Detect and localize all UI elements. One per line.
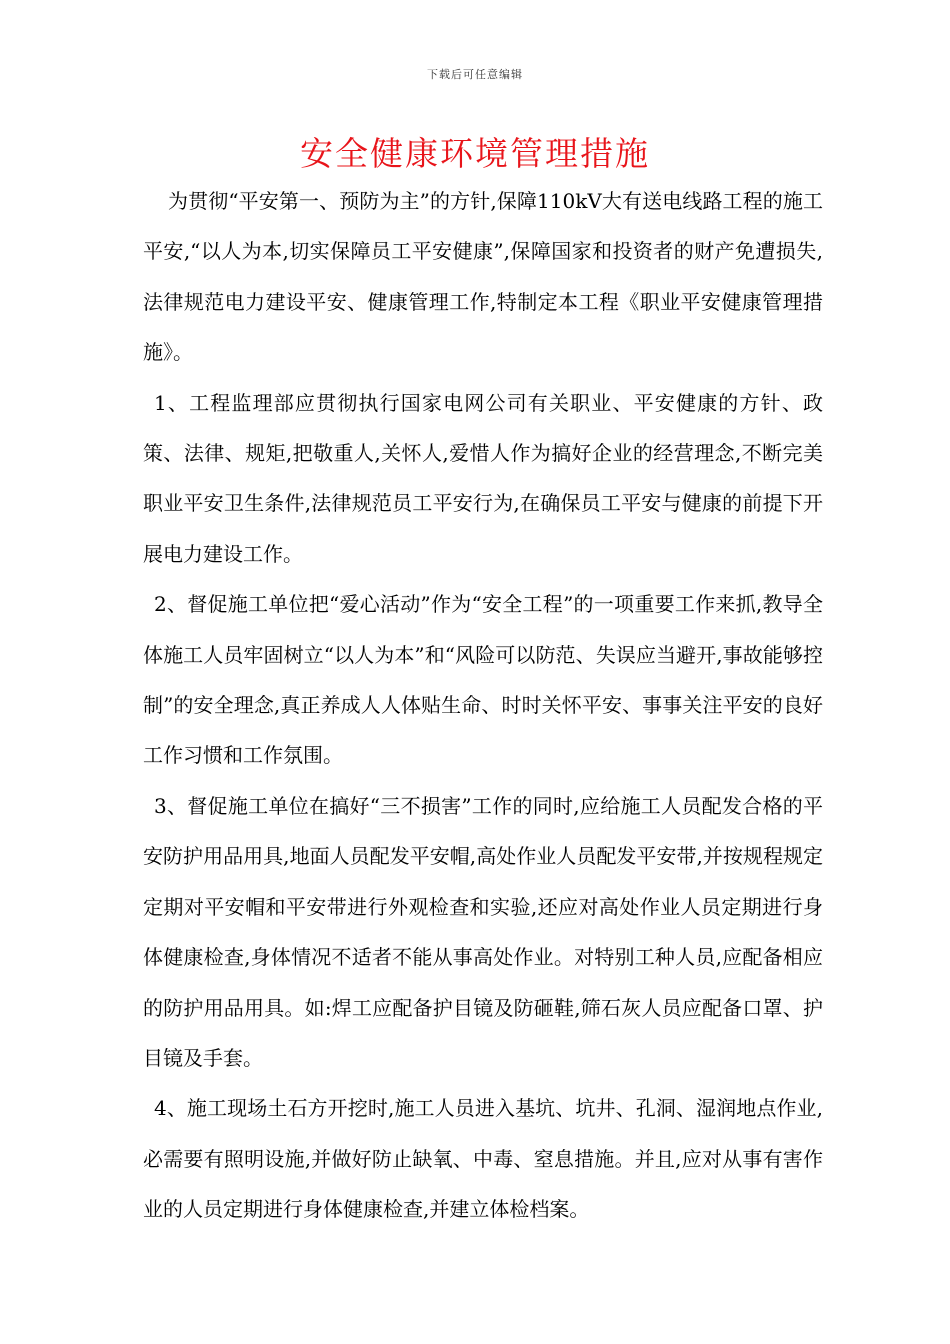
list-item: 1、工程监理部应贯彻执行国家电网公司有关职业、平安健康的方针、政策、法律、规矩,把敬重人,关怀人,爱惜人作为搞好企业的经营理念,不断完美职业平安卫生条件,法律规范员工平安行为,在确保员工平安与健康的前提下开展电力建设工作。 <box>143 390 823 566</box>
header-note: 下载后可任意编辑 <box>427 68 523 81</box>
list-item: 3、督促施工单位在搞好“三不损害”工作的同时,应给施工人员配发合格的平安防护用品用具,地面人员配发平安帽,高处作业人员配发平安带,并按规程规定定期对平安帽和平安带进行外观检查和实验,还应对高处作业人员定期进行身体健康检查,身体情况不适者不能从事高处作业。对特别工种人员,应配备相应的防护用品用具。如:焊工应配备护目镜及防砸鞋,筛石灰人员应配备口罩、护目镜及手套。 <box>143 793 823 1070</box>
list-item: 4、施工现场土石方开挖时,施工人员进入基坑、坑井、孔洞、湿润地点作业,必需要有照明设施,并做好防止缺氧、中毒、窒息措施。并且,应对从事有害作业的人员定期进行身体健康检查,并建立体检档案。 <box>143 1096 823 1222</box>
list-item: 2、督促施工单位把“爱心活动”作为“安全工程”的一项重要工作来抓,教导全体施工人员牢固树立“以人为本”和“风险可以防范、失误应当避开,事故能够控制”的安全理念,真正养成人人体贴生命、时时关怀平安、事事关注平安的良好工作习惯和工作氛围。 <box>143 592 823 768</box>
document-body <box>143 176 823 1235</box>
intro-paragraph: 为贯彻“平安第一、预防为主”的方针,保障110kV大有送电线路工程的施工平安,“以人为本,切实保障员工平安健康”,保障国家和投资者的财产免遭损失,法律规范电力建设平安、健康管理工作,特制定本工程《职业平安健康管理措施》。 <box>143 189 823 365</box>
document-title: 安全健康环境管理措施 <box>300 134 650 173</box>
